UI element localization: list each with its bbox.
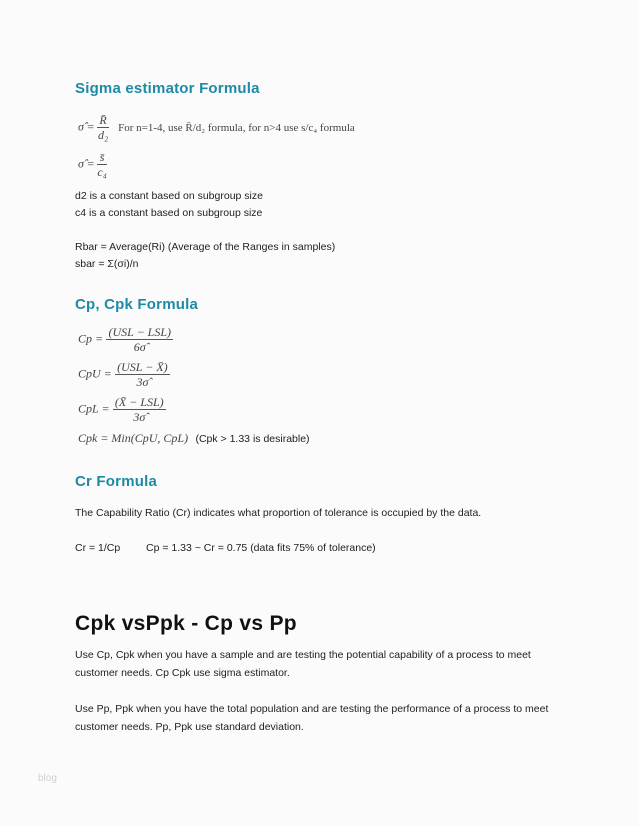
rbar-numerator: R̄ [99,113,107,127]
d2-denominator: d₂ [97,128,109,142]
cpu-fraction [115,360,170,389]
cpl-formula [78,395,166,424]
cpl-fraction [113,395,166,424]
cp-lhs: Cp = [78,331,104,346]
sigma-formula-rbar [78,113,355,142]
watermark-text: blog [38,773,57,784]
d2-description: d2 is a constant based on subgroup size [75,190,263,202]
cpu-denominator: 3σ̂ [136,375,149,389]
c4-description: c4 is a constant based on subgroup size [75,207,263,219]
c4-denominator: c₄ [97,165,107,179]
cpk-note: (Cpk > 1.33 is desirable) [195,433,310,445]
cp-denominator: 6σ̂ [133,340,146,354]
sbar-over-c4-fraction [97,150,107,179]
sigma-heading: Sigma estimator Formula [75,80,260,97]
pp-usage-paragraph: Use Pp, Ppk when you have the total population and are testing the performance of a process to meet customer needs. Pp, Ppk use standard deviation. [75,703,549,733]
sigma-note: For n=1-4, use R̄/d₂ formula, for n>4 use s/c₄ formula [118,121,355,134]
cp-numerator: (USL − LSL) [108,325,172,339]
cpl-lhs: CpL = [78,401,110,416]
cp-formula [78,325,173,354]
cpk-expression: Cpk = Min(CpU, CpL) [78,431,189,445]
cpu-lhs: CpU = [78,366,112,381]
cpu-numerator: (USL − X̄) [117,360,168,374]
sigma-hat-symbol: σ̂ [78,119,84,134]
rbar-description: Rbar = Average(Ri) (Average of the Ranges in samples) [75,241,336,253]
cr-formula: Cr = 1/Cp [75,542,121,554]
cr-description: The Capability Ratio (Cr) indicates what proportion of tolerance is occupied by the data. [75,507,482,519]
equals-sign: = [87,119,95,134]
cpu-formula [78,360,170,389]
cp-usage-paragraph: Use Cp, Cpk when you have a sample and are testing the potential capability of a process to meet customer needs. Cp Cpk use sigma estimator. [75,649,531,679]
sigma-hat-symbol: σ̂ [78,156,84,171]
sbar-numerator: s̄ [97,150,107,165]
sigma-formula-sbar [78,150,107,179]
cpl-numerator: (X̄ − LSL) [114,395,164,409]
sbar-description: sbar = Σ(σi)/n [75,258,139,270]
rbar-over-d2-fraction [97,113,108,142]
cpl-denominator: 3σ̂ [133,410,146,424]
cp-fraction [106,325,173,354]
cpk-formula [78,431,310,446]
cpk-vs-ppk-heading: Cpk vsPpk - Cp vs Pp [75,612,297,635]
equals-sign: = [87,156,95,171]
cr-heading: Cr Formula [75,473,158,490]
cr-example: Cp = 1.33 ~ Cr = 0.75 (data fits 75% of tolerance) [146,542,376,554]
cp-heading: Cp, Cpk Formula [75,296,199,313]
